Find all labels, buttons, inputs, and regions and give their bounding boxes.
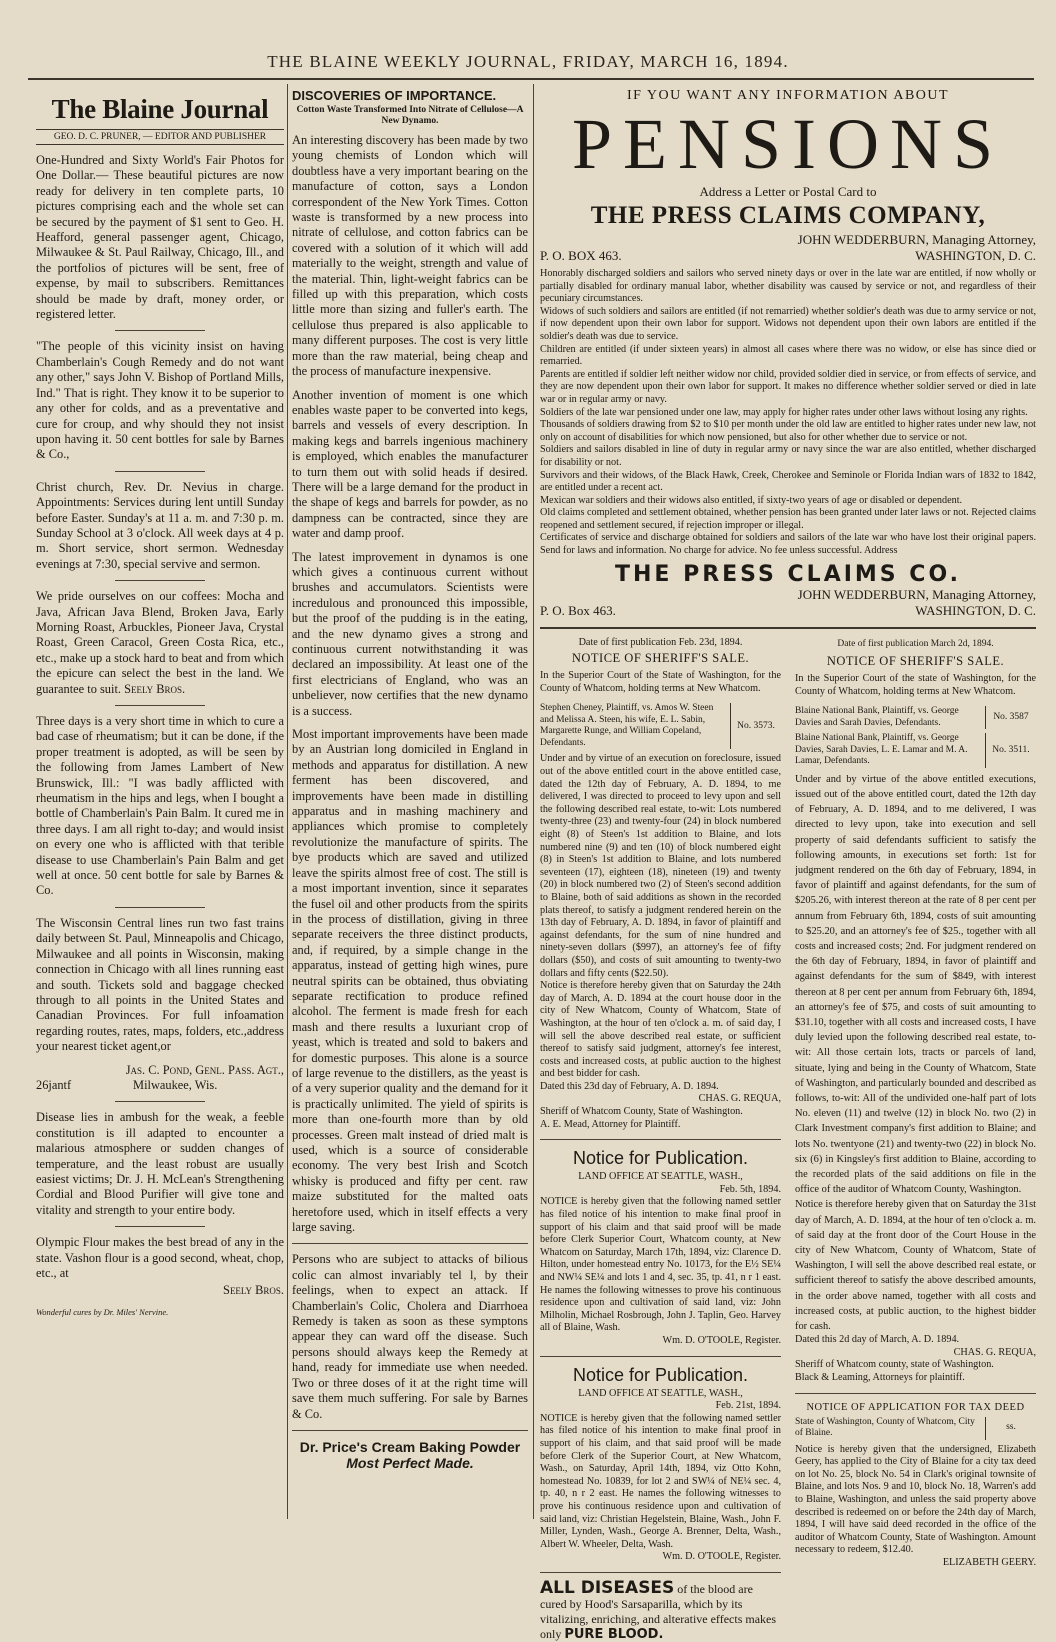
pensions-paragraph: Old claims completed and settlement obtained, whether pension has been granted under later laws or not. Rejected claims reopened and settlement secured, if rejection improper or illegal.	[540, 507, 1036, 531]
top-rule	[28, 78, 1034, 80]
separator	[115, 907, 205, 908]
city: WASHINGTON, D. C.	[915, 602, 1036, 618]
separator	[115, 1226, 205, 1227]
attorney: A. E. Mead, Attorney for Plaintiff.	[540, 1118, 681, 1130]
case-box	[795, 706, 1036, 729]
separator	[795, 1393, 1036, 1394]
article-colic: Persons who are subject to attacks of bilious colic can almost invariably tel l, by their feelings, when to expect an attack. If Chamberlain's Colic, Cholera and Diarrhoea Remedy is taken as soon as these symptons appear they can ward off the disease. Such persons should always keep the Remedy at hand, ready for immediate use when needed. Two or three doses of it at the right time will save them much suffering. For sale by Barnes & Co.	[292, 1252, 528, 1421]
case-number: No. 3587	[993, 712, 1029, 722]
masthead: THE BLAINE WEEKLY JOURNAL, FRIDAY, MARCH 16, 1894.	[267, 52, 789, 71]
article-christ-church: Christ church, Rev. Dr. Nevius in charge. Appointments: Services during lent untill Sunday before Easter. Sunday's at 11 a. m. and 7:30 p. m. Sunday School at 3 o'clock. All week days at 4 p. m. Short service, short sermon. Wednesday evenings at 7:30, special servive and sermon.	[36, 479, 284, 571]
baking-powder-tagline: Most Perfect Made.	[346, 1454, 474, 1471]
notice-date: Date of first publication March 2d, 1894.	[837, 638, 994, 649]
sheriff-title: Sheriff of Whatcom County, State of Washington.	[540, 1106, 743, 1118]
separator	[540, 1572, 781, 1573]
article-paragraph: An interesting discovery has been made by two young chemists of London which will doubtless have a very important bearing on the manufacture of cotton, says a London correspondent of the New York Times. Cotton waste is transformed by a new process into nitrate of cellulose, and cotton fabrics can be covered with a solution of it which will add materially to the weight, strength and value of the material. Thin, light-weight fabrics can be filled up with this preparation, which costs little more than sizing and fuller's earth. The cellulose thus prepared is also applicable to many different purposes. The cost is very little more than the raw material, being cheap and the process of manufacture inexpensive.	[292, 133, 528, 379]
article-rheumatism: Three days is a very short time in which to cure a bad case of rheumatism; but it can be done, if the proper treatment is adopted, as will be seen by the following from James Lambert of New Brunswick, Ill.: "I was badly afflicted with rheumatism in the hips and legs, when I bought a bottle of Chamberlain's Pain Balm. It cured me in three days. I am all right to-day; and would insist on every one who is afflicted with that terible disease to use Chamberlain's Pain Balm and get well at once. 50 cent bottle for sale by Barnes & Co.	[36, 714, 284, 898]
sheriff-title: Sheriff of Whatcom county, state of Washington.	[795, 1359, 994, 1371]
editor-line: GEO. D. C. PRUNER, — EDITOR AND PUBLISHER	[36, 129, 284, 145]
separator	[115, 580, 205, 581]
legal-left	[540, 637, 781, 1642]
article-wisconsin-central: The Wisconsin Central lines run two fast trains daily between St. Paul, Minneapolis and Chicago, Milwaukee and all points in Wisconsin, making connection in Chicago with all lines running east and south. Tickets sold and baggage checked through to all points in the United States and Canadian Provinces. For full infoamation regarding routes, rates, maps, folders, etc.,address your nearest ticket agent,or	[36, 915, 284, 1054]
tax-state-box	[795, 1417, 1036, 1440]
pensions-paragraph: Parents are entitled if soldier left neither widow nor child, provided soldier died in service, or from effects of service, and they are now dependent upon their own labor for support. It makes no difference whether soldier served or died in late war or in regular army or navy.	[540, 368, 1036, 405]
attorney-line: JOHN WEDDERBURN, Managing Attorney,	[797, 232, 1036, 247]
pensions-paragraph: Widows of such soldiers and sailors are entitled (if not remarried) whether soldier's death was due to army service or not, if now dependent upon their own labor for support. Widows not dependent upon their own labors are entitled if the soldier's death was due to service.	[540, 305, 1036, 342]
tax-body: Notice is hereby given that the undersigned, Elizabeth Geery, has applied to the City of Blaine for a city tax deed on lot No. 25, block No. 54 in Clark's original townsite of Blaine, and lots Nos. 9 and 10, block No. 18, Warren's add to Blaine, Washington, and unless the said property above described is redeemed on or before the 24th day of March, 1894, I will have said deed recorded in the office of the auditor of Whatcom County, State of Washington. Amount necessary to redeem, $12.40.	[795, 1443, 1036, 1556]
signature: Seely Bros.	[223, 1283, 284, 1298]
pensions-paragraph: Mexican war soldiers and their widows also entitled, if sixty-two years of age or disabled or dependent.	[540, 494, 963, 506]
publication-headline: Notice for Publication.	[572, 1148, 749, 1169]
article-coffees-text: We pride ourselves on our coffees: Mocha and Java, African Java Blend, Broken Java, Early Morning Roast, Arbuckles, Pioneer Java, Crystal Roast, Green Caracol, Green Costa Rica, etc., etc., make up a stock hard to beat and from which the epicure can select the best in the land. We guarantee to suit.	[36, 589, 284, 696]
article-headline: DISCOVERIES OF IMPORTANCE.	[292, 88, 497, 103]
signature: 26jantf Milwaukee, Wis.	[36, 1077, 218, 1092]
separator	[540, 627, 1036, 629]
notice-date: Date of first publication Feb. 23d, 1894.	[578, 636, 743, 648]
case-parties: Stephen Cheney, Plaintiff, vs. Amos W. Steen and Melissa A. Steen, his wife, E. L. Sabin, Margarette Runge, and William Copeland, Defendants.	[540, 703, 731, 749]
publication-headline: Notice for Publication.	[572, 1364, 749, 1385]
company-name-2: THE PRESS CLAIMS CO.	[614, 561, 962, 587]
pensions-paragraph: Children are entitled (if under sixteen years) in almost all cases where there was no widow, or else has since died or remarried.	[540, 343, 1036, 368]
notice-headline: NOTICE OF SHERIFF'S SALE.	[826, 654, 1005, 669]
separator	[115, 471, 205, 472]
separator	[115, 705, 205, 706]
case-box	[540, 703, 781, 749]
separator	[115, 330, 205, 331]
pobox: P. O. Box 463.	[540, 602, 616, 618]
pensions-paragraph: Survivors and their widows, of the Black Hawk, Creek, Cherokee and Seminole or Florida Indian wars of 1832 to 1842, are entitled under a recent act.	[540, 469, 1036, 494]
register-signature: Wm. D. O'TOOLE, Register.	[662, 1334, 781, 1346]
notice-dated: Dated this 23d day of February, A. D. 1894.	[540, 1080, 719, 1092]
tax-deed-headline: NOTICE OF APPLICATION FOR TAX DEED	[806, 1401, 1025, 1413]
column-1	[36, 84, 284, 1317]
company-name: THE PRESS CLAIMS COMPANY,	[590, 202, 986, 229]
article-olympic-flour: Olympic Flour makes the best bread of any in the state. Vashon flour is a good second, wheat, chop, etc., at	[36, 1235, 284, 1280]
separator	[292, 1243, 528, 1244]
notice-body: Notice is therefore hereby given that on Saturday the 31st day of March, A. D. 1894, at the hour of ten o'clock a. m. of said day at the front door of the Court House in the city of New Whatcom, County of Whatcom, State of Washington, I will sell the above described real estate, or sufficient thereof to satisfy the above described amounts, in the order above named, together with all costs and increased costs, at public auction, to the highest bidder for cash.	[795, 1199, 1036, 1333]
hood-text: of the blood are cured by Hood's Sarsaparilla, which by its vitalizing, enriching, and alterative effects makes only	[540, 1581, 777, 1641]
pensions-paragraph: Honorably discharged soldiers and sailors who served ninety days or over in the late war are entitled, if now wholly or partially disabled for ordinary manual labor, whether disability was caused by service or not, and regardless of their pecuniary circumstances.	[540, 268, 1036, 305]
signature: Seely Bros.	[124, 681, 186, 696]
hoods-sarsaparilla-ad	[540, 1577, 781, 1642]
publication-date: Feb. 5th, 1894.	[719, 1183, 781, 1195]
attorney-line-2: JOHN WEDDERBURN, Managing Attorney,	[797, 586, 1036, 602]
hood-headline: ALL DISEASES	[540, 1577, 675, 1598]
column-2	[292, 84, 528, 1471]
article-subheadline: Cotton Waste Transformed Into Nitrate of Cellulose—A New Dynamo.	[296, 105, 524, 126]
column-rule-2	[533, 84, 534, 1519]
pensions-headline: PENSIONS	[571, 104, 1005, 184]
separator	[540, 1356, 781, 1357]
signature: Jas. C. Pond, Genl. Pass. Agt.,	[125, 1062, 284, 1077]
article-paragraph: Another invention of moment is one which enables waste paper to be converted into kegs, barrels and vessels of every description. In making kegs and barrels ingenious machinery is employed, which enables the manufacturer to turn them out with solid heads if desired. There will be a large demand for the product in the shape of kegs and barrels for powder, as no dampness can be contracted, since they are water and damp proof.	[292, 387, 528, 541]
article-cough-remedy: "The people of this vicinity insist on having Chamberlain's Cough Remedy and do not want any other," says John V. Bishop of Portland Mills, Ind." That is right. They know it to be superior to any other for colds, and as a preventative and cure for croup, and why should they not insist upon having it. 50 cent bottles for sale by Barnes & Co.,	[36, 339, 284, 462]
city: WASHINGTON, D. C.	[915, 248, 1036, 263]
article-coffees	[36, 589, 284, 697]
separator	[540, 1139, 781, 1140]
tax-signature: ELIZABETH GEERY.	[942, 1556, 1036, 1568]
legal-right	[795, 637, 1036, 1642]
pensions-ad-top: IF YOU WANT ANY INFORMATION ABOUT	[626, 88, 950, 103]
attorney: Black & Leaming, Attorneys for plaintiff.	[795, 1372, 965, 1384]
notice-court: In the Superior Court of the State of Washington, for the County of Whatcom, holding terms at New Whatcom.	[540, 670, 781, 694]
case-parties: Blaine National Bank, Plaintiff, vs. George Davies, Sarah Davies, L. E. Lamar and M. A. Lamar, Defendants.	[795, 733, 986, 768]
sheriff-name: CHAS. G. REQUA,	[698, 1093, 781, 1105]
sheriff-name: CHAS. G. REQUA,	[953, 1346, 1036, 1358]
article-paragraph: Most important improvements have been made by an Austrian long domiciled in England in methods and apparatus for distillation. A new ferment has been discovered, and improvements have been made in distilling apparatus and in mashing machinery and appliances which promise to completely revolutionize the manufacture of spirits. The bye products which are saved and utilized leave the spirits almost free of cost. The still is a most important invention, since it separates the fusel oil and other products from the spirits in the process of distillation, giving in three separate receivers the three distinct products, and, if required, by a simple change in the apparatus, instead of getting high wines, pure neutral spirits can be obtained, thus obviating separate rectification to produce refined alcohol. The ferment is made fresh for each mash and there results a luxuriant crop of yeast, which is treated and sold to bakers and for domestic purposes. This alone is a source of large revenue to the distillers, as the yeast is of a very superior quality and the demand for it is practically unlimited. The yield of spirits is more than one-fourth more than by old processes. Green malt instead of dried malt is used, which is a source of considerable economy. The very best Irish and Scotch whisky is produced and fifty per cent. raw maize substituted for the malted oats heretofore used, which in itself effects a very large saving.	[292, 727, 528, 1235]
publication-date: Feb. 21st, 1894.	[715, 1400, 781, 1412]
pensions-paragraph: Soldiers of the late war pensioned under one law, may apply for higher rates under other laws without losing any rights.	[540, 406, 1028, 418]
journal-title: The Blaine Journal	[51, 94, 269, 124]
case-number: No. 3511.	[992, 744, 1030, 755]
article-disease: Disease lies in ambush for the weak, a feeble constitution is ill adapted to encounter a malarious atmosphere or sudden changes of temperature, and the least robust are usually easiest victims; Dr. J. H. McLean's Strengthening Cordial and Blood Purifier will give tone and vitality and strength to your entire body.	[36, 1110, 284, 1217]
separator	[292, 1430, 528, 1431]
notice-court: In the Superior Court of the state of Washington, for the County of Whatcom, holding terms at New Whatcom.	[795, 673, 1036, 697]
article-paragraph: The latest improvement in dynamos is one which gives a continuous current without brushes and accumulators. Scientists were incredulous and pronounced this impossible, but the proof of the pudding is in the eating, and the new dynamo gives a strong and continuous current notwithstanding it was declared an impossibility. At least one of the first electricians of England, who was an unbeliever, now certifies that the new dynamo is a success.	[292, 549, 528, 718]
pobox-row	[540, 248, 1036, 264]
pobox: P. O. BOX 463.	[540, 248, 622, 263]
article-worlds-fair: One-Hundred and Sixty World's Fair Photos for One Dollar.— These beautiful pictures are now ready for delivery in ten complete parts, 10 pictures comprising each and the whole set can be secured by the payment of $1 sent to Geo. H. Heafford, general passenger agent, Chicago, Milwaukee & St. Paul Railway, Chicago, Ill., and the portfolios of pictures will be sent, free of expense, by mail to subscribers. Remittances should be made by draft, money order, or registered letter.	[36, 153, 284, 322]
publication-body: NOTICE is hereby given that the following named settler has filed notice of his intention to make final proof in support of his claim and that said proof will be made before Clerk Superior Court, Whatcom county, at New Whatcom on Saturday, March 17th, 1894, viz: Clarence D. Hilton, under homestead entry No. 10173, for the E½ SE¼ and NW¼ SE¼ and lots 1 and 4, sec. 35, tp. 41, n r 1 east. He names the following witnesses to prove his continuous residence upon and cultivation of said land, viz: John Milholin, Michael Rosbrough, John J. Taplin, Geo. Harvey all of Blaine, Wash.	[540, 1196, 781, 1334]
pensions-body	[540, 268, 1036, 558]
notice-dated: Dated this 2d day of March, A. D. 1894.	[795, 1334, 960, 1346]
land-office: LAND OFFICE AT SEATTLE, WASH.,	[578, 1171, 743, 1183]
notice-headline: NOTICE OF SHERIFF'S SALE.	[571, 651, 750, 666]
column-3	[540, 84, 1036, 1642]
column-rule-1	[287, 84, 288, 1519]
tax-state: State of Washington, County of Whatcom, City of Blaine.	[795, 1417, 986, 1440]
publication-body: NOTICE is hereby given that the following named settler has filed notice of his intention to make final proof in support of his claim, and that said proof will be made before Clerk of the Superior Court, at New Whatcom, Wash., on Saturday, April 14th, 1894, viz Otto Kohn, homestead No. 10839, for lot 2 and SW¼ of NE¼ sec. 4, tp. 40, n r 2 east. He names the following witnesses to prove his continuous residence upon and cultivation of said land, viz: Christian Hegelstein, Blaine, Wash., John F. Miller, Lynden, Wash., George A. Brenner, Delta, Wash., Albert W. Wheeler, Delta, Wash.	[540, 1412, 781, 1550]
land-office: LAND OFFICE AT SEATTLE, WASH.,	[578, 1387, 743, 1399]
notice-body: Notice is therefore hereby given that on Saturday the 24th day of March, A. D. 1894 at the court house door in the city of New Whatcom, County of Whatcom, State of Washington, at the hour of ten o'clock a. m. of said day, I will sell the above described real estate, or sufficient thereof to satisfy said judgment, attorney's fee interest, costs and increased costs, at public auction to the highest and best bidder for cash.	[540, 980, 781, 1080]
hood-tagline: PURE BLOOD.	[564, 1626, 664, 1642]
separator	[115, 1101, 205, 1102]
case-number: No. 3573.	[737, 720, 775, 731]
pensions-paragraph: Certificates of service and discharge obtained for soldiers and sailors of the late war who have lost their original papers. Send for laws and information. No charge for advice. No fee unless successful. Address	[540, 532, 1036, 557]
tax-ss: ss.	[1006, 1422, 1016, 1433]
case-box	[795, 733, 1036, 768]
legal-notices	[540, 637, 1036, 1642]
notice-body: Under and by virtue of the above entitled executions, issued out of the above entitled court, dated the 12th day of February, A. D. 1894, and to me delivered, I was directed to levy upon, take into execution and sell property of said defendants sufficient to satisfy the following amounts, in executions set forth: 1st for judgment rendered on the 6th day of February, 1894, in favor of plaintiff and against defendants, for the sum of $205.26, with interest thereon at the rate of 8 per cent per annum from February 6th, 1894, costs of suit amounting to $25.20, and an attorney's fee of $25., together with all costs and increased costs; 2nd. For judgment rendered on the 6th day of February, 1894, in favor of plaintiff and against defendants for the sum of $849, with interest thereon at 8 per cent per annum from February 6th, 1894, an attorney's fee of $75, and costs of suit amounting to $31.10, together with all costs and increased costs, I have duly levied upon the following described real estate, to-wit: All those certain lots, tracts or parcels of land, situate, lying and being in the County of Whatcom, State of Washington, and particularly bounded and described as follows, to-wit: All of the undivided one-half part of lots No. eleven (11) and twelve (12) in block No. two (2) in Clark Investment company's first addition to Blaine; and lots No. twentyone (21) and twenty-two (22) in block No. six (6) in Kingsley's first addition to Blaine, according to the recorded plats of the said additions on file in the office of the auditor of Whatcom County, Washington.	[795, 773, 1036, 1196]
footnote: Wonderful cures by Dr. Miles' Nervine.	[36, 1306, 169, 1317]
pensions-paragraph: Thousands of soldiers drawing from $2 to $10 per month under the old law are entitled to higher rates under new law, not only on account of disabilities for which now pensioned, but also for other whether due to service or not.	[540, 419, 1036, 443]
baking-powder-ad: Dr. Price's Cream Baking Powder	[299, 1438, 521, 1455]
register-signature: Wm. D. O'TOOLE, Register.	[662, 1551, 781, 1563]
notice-body: Under and by virtue of an execution on foreclosure, issued out of the above entitled court in the above entitled case, dated the 12th day of February, A. D. 1894, to me delivered, I was directed to proceed to levy upon and sell the following described real estate, to-wit: Lots numbered twenty-three (23) and twenty-four (24) in block numbered eight (8) of Steen's 1st addition to Blaine, and lots numbered nine (9) and ten (10) of block numbered eight (8) in Steen's 1st addition to Blaine, and lots numbered seventeen (17), eighteen (18), nineteen (19) and twenty (20) in block numbered two (2) of Steen's second addition to Blaine, both of said additions as shown in the recorded plats thereof, to satisfy a judgment rendered herein on the 13th day of February, A. D. 1894, in favor of plaintiff and against defendants, for the sum of nine hundred and ninety-seven dollars ($997), an attorney's fee of fifty dollars ($50), and costs of suit amounting to twenty-two dollars and fifty cents ($22.50).	[540, 753, 781, 979]
pensions-paragraph: Soldiers and sailors disabled in line of duty in regular army or navy since the war are also entitled, whether discharged for disability or not.	[540, 444, 1036, 468]
case-parties: Blaine National Bank, Plaintiff, vs. George Davies and Sarah Davies, Defendants.	[795, 706, 986, 729]
pobox-row-2	[540, 603, 1036, 619]
address-line: Address a Letter or Postal Card to	[699, 184, 877, 199]
